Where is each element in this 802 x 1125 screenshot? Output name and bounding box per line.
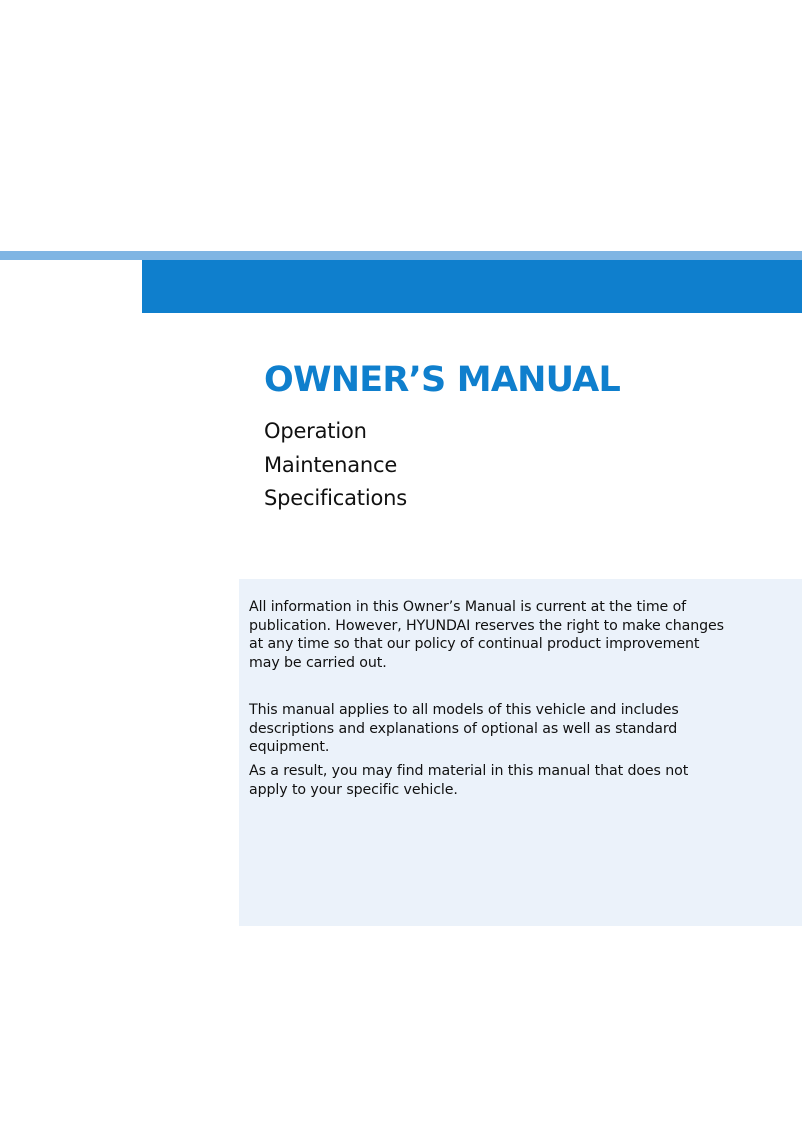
section-maintenance: Maintenance xyxy=(264,452,398,477)
section-specifications: Specifications xyxy=(264,486,407,510)
info-panel xyxy=(239,579,802,926)
header-stripe-light xyxy=(0,251,802,260)
section-list xyxy=(264,415,407,516)
header-band xyxy=(142,260,802,313)
section-operation: Operation xyxy=(264,419,367,443)
info-paragraph-applicability: This manual applies to all models of this vehicle and includes descriptions and explanations of optional as well as standard equipment. xyxy=(249,702,679,755)
manual-title: OWNER’S MANUAL xyxy=(264,360,620,400)
info-paragraph-currency: All information in this Owner’s Manual is current at the time of publication. However, HYUNDAI reserves the right to make changes at any time so that our policy of continual product improvement may be carried out. xyxy=(249,599,724,671)
info-paragraph-material-note: As a result, you may find material in this manual that does not apply to your specific vehicle. xyxy=(249,763,689,798)
